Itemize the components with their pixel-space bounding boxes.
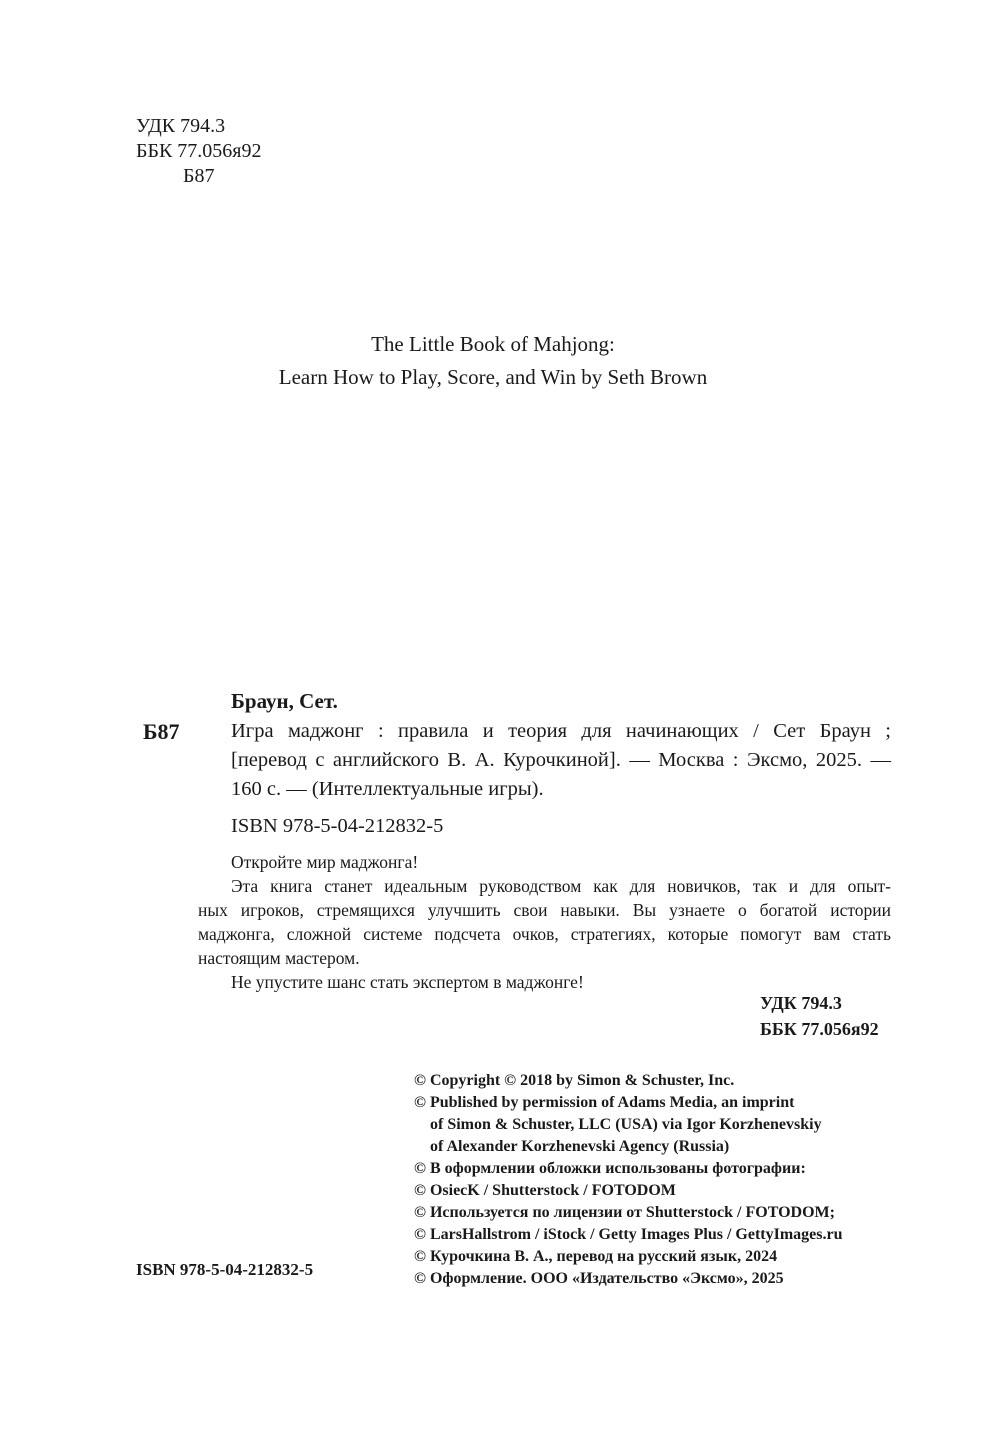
bbk-code: ББК 77.056я92 xyxy=(136,140,262,162)
copyright-block xyxy=(414,1070,843,1290)
annotation-para-line-2: ных игроков, стремящихся улучшить свои навыки. Вы узнаете о богатой истории xyxy=(198,900,891,920)
original-title-line-1: The Little Book of Mahjong: xyxy=(371,332,615,356)
original-title xyxy=(0,328,986,394)
biblio-line-3: 160 с. — (Интеллектуальные игры). xyxy=(231,778,544,800)
copyright-line: © Published by permission of Adams Media, an imprint xyxy=(414,1094,795,1111)
isbn-bottom: ISBN 978-5-04-212832-5 xyxy=(136,1260,314,1279)
annotation-para-line-4: настоящим мастером. xyxy=(198,948,360,968)
biblio-line-2: [перевод с английского В. А. Курочкиной]. — Москва : Эксмо, 2025. — xyxy=(231,749,891,771)
annotation-last-line: Не упустите шанс стать экспертом в маджонге! xyxy=(231,972,584,992)
author-mark: Б87 xyxy=(183,165,215,187)
udk-code-bottom: УДК 794.3 xyxy=(760,993,842,1013)
copyright-line: © OsiecK / Shutterstock / FOTODOM xyxy=(414,1182,676,1199)
copyright-line: © Курочкина В. А., перевод на русский язык, 2024 xyxy=(414,1248,778,1265)
copyright-line: of Alexander Korzhenevski Agency (Russia) xyxy=(430,1138,730,1155)
biblio-line-1: Игра маджонг : правила и теория для начинающих / Сет Браун ; xyxy=(231,720,891,742)
catalog-author-mark: Б87 xyxy=(143,719,180,744)
original-title-line-2: Learn How to Play, Score, and Win by Seth Brown xyxy=(278,365,708,389)
udk-code: УДК 794.3 xyxy=(136,115,226,137)
copyright-line: © В оформлении обложки использованы фотографии: xyxy=(414,1160,806,1177)
classification-block xyxy=(136,114,262,189)
annotation-line-1: Откройте мир маджонга! xyxy=(231,852,419,872)
classification-bottom xyxy=(760,990,879,1042)
annotation-para-line-1: Эта книга станет идеальным руководством как для новичков, так и для опыт- xyxy=(231,876,891,896)
copyright-line: © Используется по лицензии от Shutterstock / FOTODOM; xyxy=(414,1204,835,1221)
copyright-line: © LarsHallstrom / iStock / Getty Images Plus / GettyImages.ru xyxy=(414,1226,843,1243)
catalog-isbn: ISBN 978-5-04-212832-5 xyxy=(231,815,444,837)
bibliographic-description xyxy=(231,717,891,804)
catalog-author: Браун, Сет. xyxy=(231,689,338,713)
copyright-line: of Simon & Schuster, LLC (USA) via Igor Korzhenevskiy xyxy=(430,1116,822,1133)
copyright-line: © Copyright © 2018 by Simon & Schuster, Inc. xyxy=(414,1072,735,1089)
annotation xyxy=(198,850,891,994)
annotation-para-line-3: маджонга, сложной системе подсчета очков, стратегиях, которые помогут вам стать xyxy=(198,924,891,944)
bbk-code-bottom: ББК 77.056я92 xyxy=(760,1019,879,1039)
copyright-line: © Оформление. ООО «Издательство «Эксмо», 2025 xyxy=(414,1270,784,1287)
